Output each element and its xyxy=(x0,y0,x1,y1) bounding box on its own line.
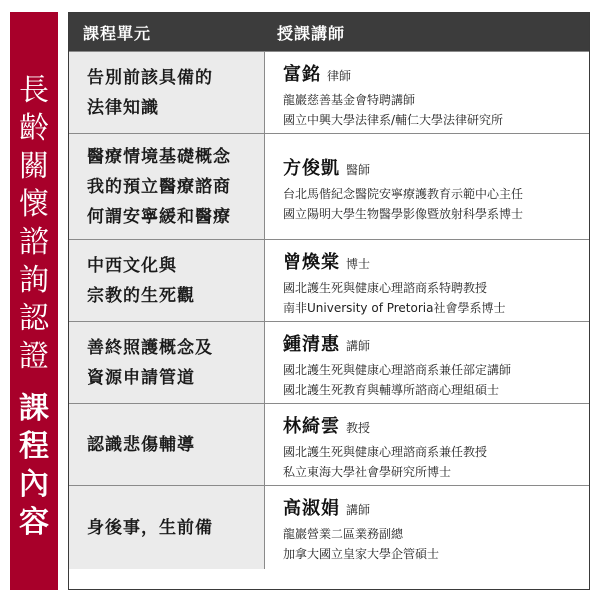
sidebar-title-char: 長 xyxy=(19,73,49,108)
course-line: 告別前該具備的 xyxy=(87,67,213,88)
lecturer-title: 律師 xyxy=(327,69,352,83)
lecturer-credential: 龍巖營業二區業務副總 xyxy=(283,527,404,541)
lecturer-name: 鍾清惠 xyxy=(283,334,340,355)
course-line: 法律知識 xyxy=(87,97,159,118)
sidebar-title-char: 關 xyxy=(19,149,49,184)
lecturer-cell xyxy=(265,52,589,133)
table-row xyxy=(69,485,589,569)
lecturer-credential: 加拿大國立皇家大學企管碩士 xyxy=(283,547,440,561)
course-cell xyxy=(69,404,265,485)
course-cell xyxy=(69,486,265,569)
table-row xyxy=(69,133,589,239)
sidebar-title-char: 齡 xyxy=(19,111,49,146)
lecturer-credential: 國北護生死與健康心理諮商系兼任部定講師 xyxy=(283,363,512,377)
lecturer-cell xyxy=(265,404,589,485)
sidebar-title-char: 詢 xyxy=(19,263,49,298)
course-line: 身後事，生前備 xyxy=(87,517,213,538)
course-line: 資源申請管道 xyxy=(87,367,195,388)
course-cell xyxy=(69,240,265,321)
course-line: 醫療情境基礎概念 xyxy=(87,146,231,167)
sidebar-subtitle-char: 容 xyxy=(19,505,49,540)
sidebar-subtitle-char: 課 xyxy=(19,391,49,426)
course-cell xyxy=(69,134,265,239)
lecturer-credential: 國北護生死教育與輔導所諮商心理組碩士 xyxy=(283,383,500,397)
lecturer-credential: 台北馬偕紀念醫院安寧療護教育示範中心主任 xyxy=(283,187,524,201)
sidebar-banner xyxy=(10,12,58,590)
lecturer-name: 曾煥棠 xyxy=(283,252,340,273)
lecturer-title: 講師 xyxy=(346,503,371,517)
course-cell xyxy=(69,52,265,133)
lecturer-name: 林綺雲 xyxy=(283,416,340,437)
lecturer-credential: 國北護生死與健康心理諮商系兼任教授 xyxy=(283,445,488,459)
lecturer-credential: 私立東海大學社會學研究所博士 xyxy=(283,465,452,479)
lecturer-cell xyxy=(265,486,589,569)
sidebar-subtitle xyxy=(19,390,49,542)
course-line: 我的預立醫療諮商 xyxy=(87,176,231,197)
course-line: 善終照護概念及 xyxy=(87,337,213,358)
lecturer-title: 醫師 xyxy=(346,163,371,177)
lecturer-title: 教授 xyxy=(346,421,371,435)
lecturer-cell xyxy=(265,134,589,239)
sidebar-subtitle-char: 程 xyxy=(19,429,49,464)
lecturer-credential: 國立中興大學法律系/輔仁大學法律研究所 xyxy=(283,113,504,127)
lecturer-cell xyxy=(265,322,589,403)
sidebar-title-char: 懷 xyxy=(19,187,49,222)
sidebar-subtitle-char: 內 xyxy=(19,467,49,502)
table-header xyxy=(69,13,589,51)
lecturer-credential: 國立陽明大學生物醫學影像暨放射科學系博士 xyxy=(283,207,524,221)
course-line: 何謂安寧緩和醫療 xyxy=(87,206,231,227)
course-cell xyxy=(69,322,265,403)
lecturer-credential: 龍巖慈善基金會特聘講師 xyxy=(283,93,416,107)
lecturer-credential: 南非University of Pretoria社會學系博士 xyxy=(283,301,506,315)
table-row xyxy=(69,239,589,321)
header-lecturer: 授課講師 xyxy=(277,23,346,43)
header-course: 課程單元 xyxy=(83,23,152,43)
curriculum-table xyxy=(68,12,590,590)
lecturer-name: 富銘 xyxy=(283,64,321,85)
sidebar-title-char: 諮 xyxy=(19,225,49,260)
sidebar-title xyxy=(19,72,49,376)
table-row xyxy=(69,321,589,403)
sidebar-title-char: 認 xyxy=(19,301,49,336)
course-line: 宗教的生死觀 xyxy=(87,285,195,306)
lecturer-title: 講師 xyxy=(346,339,371,353)
lecturer-title: 博士 xyxy=(346,257,371,271)
lecturer-name: 高淑娟 xyxy=(283,498,340,519)
lecturer-credential: 國北護生死與健康心理諮商系特聘教授 xyxy=(283,281,488,295)
lecturer-name: 方俊凱 xyxy=(283,158,340,179)
table-row xyxy=(69,403,589,485)
lecturer-cell xyxy=(265,240,589,321)
course-line: 中西文化與 xyxy=(87,255,177,276)
course-line: 認識悲傷輔導 xyxy=(87,434,195,455)
sidebar-title-char: 證 xyxy=(19,339,49,374)
table-row xyxy=(69,51,589,133)
